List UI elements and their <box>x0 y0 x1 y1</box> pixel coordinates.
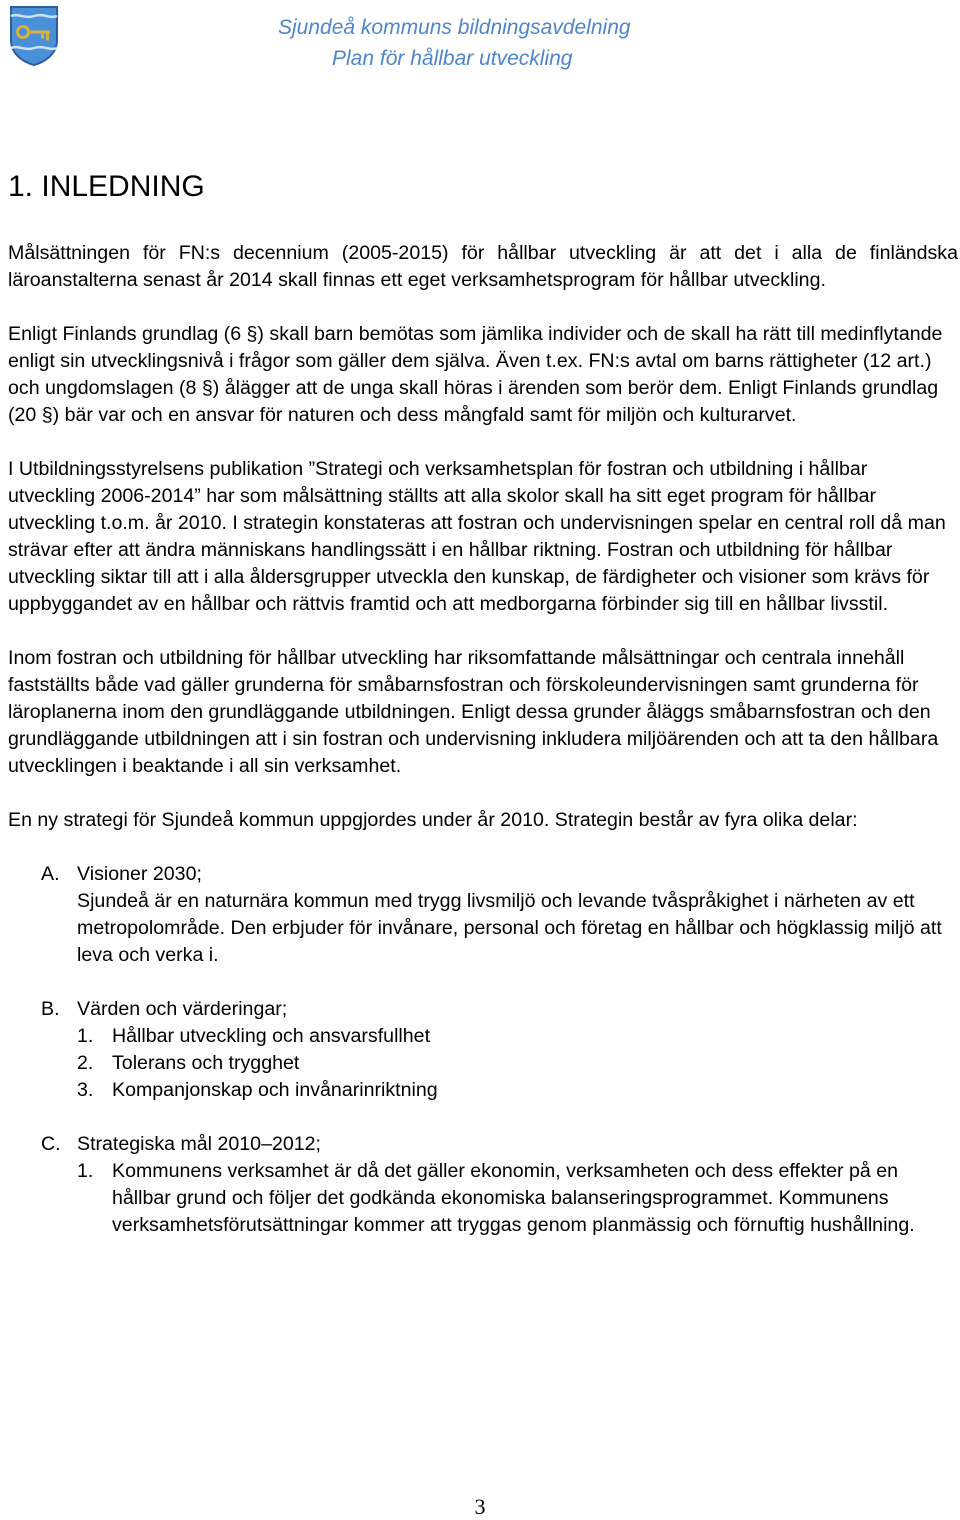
page-number: 3 <box>474 1494 486 1519</box>
list-item-title: Visioner 2030; <box>77 863 202 885</box>
paragraph-curriculum-guidelines: Inom fostran och utbildning för hållbar utveckling har riksomfattande målsättningar och centrala innehåll fastställts både vad gäller grunderna för småbarnsfostran och förskoleundervisningen samt grunderna för läroplanerna inom den grundläggande utbildningen. Enligt dessa grunder åläggs småbarnsfostran och den grundläggande utbildningen att i sin fostran och undervisning inkludera miljöärenden och att ta den hållbara utvecklingen i beaktande i all sin verksamhet. <box>8 647 939 777</box>
list-label: C. <box>41 1133 61 1155</box>
header-organization: Sjundeå kommuns bildningsavdelning <box>278 16 631 39</box>
strategy-parts-list <box>8 861 958 1239</box>
list-item-visions <box>8 861 958 969</box>
sublist-number: 1. <box>77 1160 94 1182</box>
list-item-title: Strategiska mål 2010–2012; <box>77 1133 321 1155</box>
sublist-text: Hållbar utveckling och ansvarsfullhet <box>112 1025 431 1047</box>
paragraph-intro: Målsättningen för FN:s decennium (2005-2015) för hållbar utveckling är att det i alla de finländska läroanstalterna senast år 2014 skall finnas ett eget verksamhetsprogram för hållbar utveckling. <box>8 242 958 291</box>
list-item-values <box>8 996 958 1104</box>
list-item-strategic-goals <box>8 1131 958 1239</box>
sublist-number: 3. <box>77 1079 94 1101</box>
paragraph-constitution: Enligt Finlands grundlag (6 §) skall barn bemötas som jämlika individer och de skall ha rätt till medinflytande enligt sin utvecklingsnivå i frågor som gäller dem själva. Även t.ex. FN:s avtal om barns rättigheter (12 art.) och ungdomslagen (8 §) ålägger att de unga skall höras i ärenden som berör dem. Enligt Finlands grundlag (20 §) bär var och en ansvar för naturen och dess mångfald samt för miljön och kulturarvet. <box>8 323 943 426</box>
list-item-title: Värden och värderingar; <box>77 998 288 1020</box>
sublist-text: Kommunens verksamhet är då det gäller ekonomin, verksamheten och dess effekter på en hållbar grund och följer det godkända ekonomiska balanseringsprogrammet. Kommunens verksamhetsförutsättningar kommer att tryggas genom planmässig och förnuftig hushållning. <box>112 1160 915 1236</box>
list-label: B. <box>41 998 60 1020</box>
municipal-coat-of-arms-icon <box>8 4 60 66</box>
sublist-number: 2. <box>77 1052 94 1074</box>
document-header <box>278 12 631 74</box>
goals-sublist <box>77 1158 958 1239</box>
paragraph-municipal-strategy: En ny strategi för Sjundeå kommun uppgjordes under år 2010. Strategin består av fyra olika delar: <box>8 809 858 831</box>
list-label: A. <box>41 863 60 885</box>
list-item-text: Sjundeå är en naturnära kommun med trygg livsmiljö och levande tvåspråkighet i närheten av ett metropolområde. Den erbjuder för invånare, personal och företag en hållbar och högklassig miljö att leva och verka i. <box>77 890 942 966</box>
paragraph-strategy-publication: I Utbildningsstyrelsens publikation ”Strategi och verksamhetsplan för fostran och utbildning i hållbar utveckling 2006-2014” har som målsättning ställts att alla skolor skall ha sitt eget program för hållbar utveckling t.o.m. år 2010. I strategin konstateras att fostran och undervisningen spelar en central roll då man strävar efter att ändra människans handlingssätt i en hållbar riktning. Fostran och utbildning för hållbar utveckling siktar till att i alla åldersgrupper utveckla den kunskap, de färdigheter och visioner som krävs för uppbyggandet av en hållbar och rättvis framtid och att medborgarna förbinder sig till en hållbar livsstil. <box>8 458 946 615</box>
sublist-item <box>77 1158 958 1239</box>
document-body <box>8 240 958 1266</box>
header-document-title: Plan för hållbar utveckling <box>332 47 573 70</box>
sublist-number: 1. <box>77 1025 94 1047</box>
values-sublist <box>77 1023 958 1104</box>
section-heading: 1. INLEDNING <box>8 170 205 203</box>
sublist-text: Tolerans och trygghet <box>112 1052 300 1074</box>
sublist-item <box>77 1077 958 1104</box>
sublist-item <box>77 1050 958 1077</box>
sublist-item <box>77 1023 958 1050</box>
sublist-text: Kompanjonskap och invånarinriktning <box>112 1079 438 1101</box>
